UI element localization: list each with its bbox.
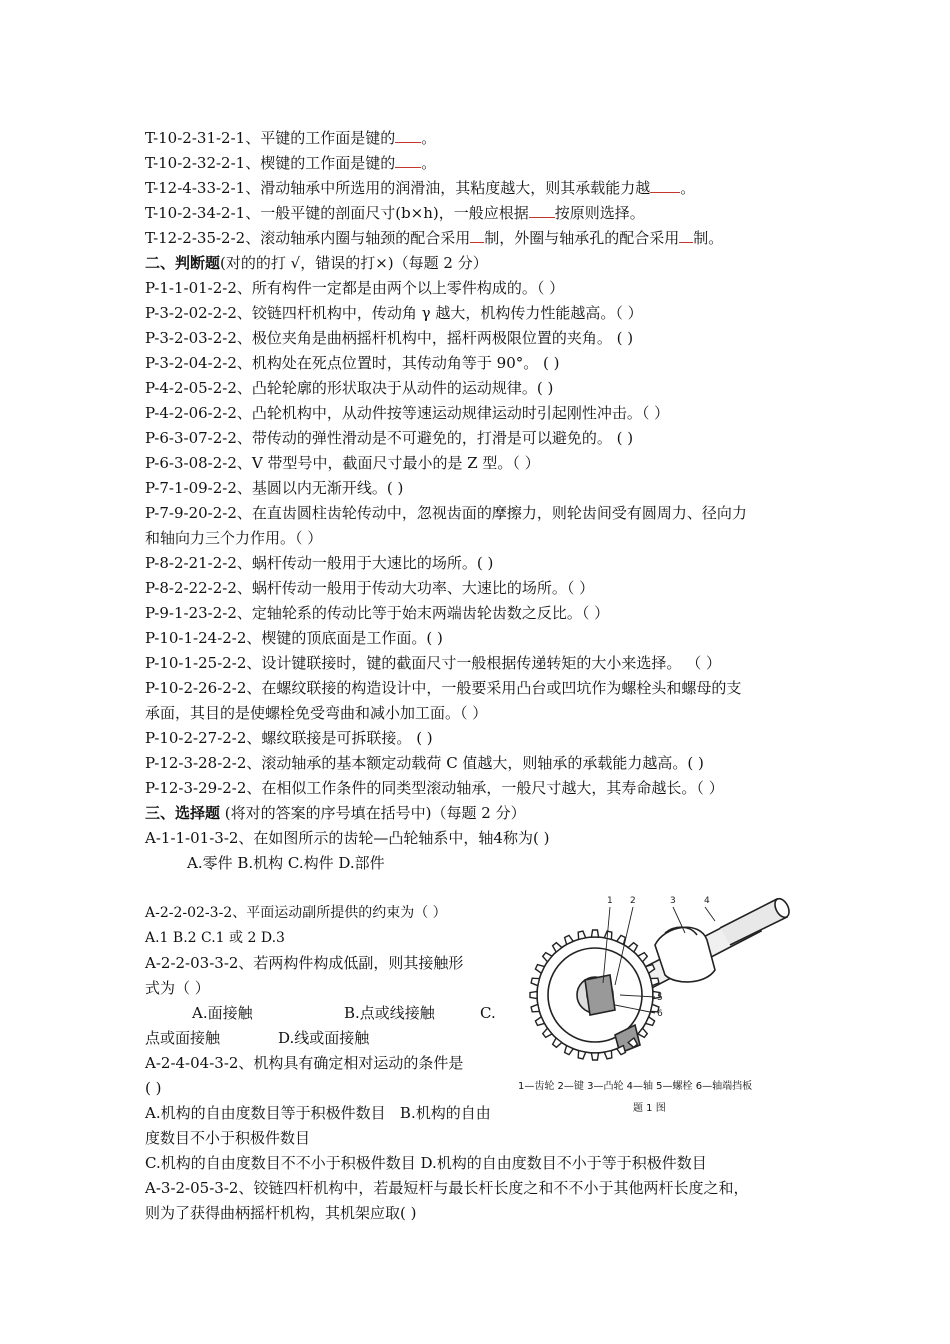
gear-tooth <box>531 978 539 986</box>
judge-item: P-4-2-05-2-2、凸轮轮廓的形状取决于从动件的运动规律。( ) <box>145 379 554 397</box>
judge-item: P-8-2-21-2-2、蜗杆传动一般用于大速比的场所。( ) <box>145 554 494 572</box>
section-heading-choice <box>145 803 526 823</box>
gear-cam-shaft-figure <box>515 885 805 1115</box>
answer-blank[interactable] <box>529 203 555 218</box>
question-text: T-12-2-35-2-2、滚动轴承内圈与轴颈的配合采用 <box>145 229 471 247</box>
section-title: 三、选择题 <box>145 804 221 822</box>
fill-blank-33 <box>145 178 695 198</box>
choice-question-5-continued: 则为了获得曲柄摇杆机构，其机架应取( ) <box>145 1204 417 1222</box>
judge-item: P-10-1-25-2-2、设计键联接时，键的截面尺寸一般根据传递转矩的大小来选择。 （ ） <box>145 654 721 672</box>
choice-options-2: A.1 B.2 C.1 或 2 D.3 <box>145 930 285 946</box>
judge-item: P-3-2-04-2-2、机构处在死点位置时，其传动角等于 90°。 ( ) <box>145 354 560 372</box>
gear-tooth <box>591 1053 598 1060</box>
choice-question-3-continued: 式为（ ） <box>145 979 210 997</box>
gear-tooth <box>604 1051 612 1059</box>
judge-item-continued: 和轴向力三个力作用。（ ） <box>145 529 323 547</box>
question-text: T-10-2-31-2-1、平键的工作面是键的 <box>145 129 396 147</box>
figure-caption: 题 1 图 <box>633 1103 666 1114</box>
choice-option-3a: A.面接触 <box>192 1004 253 1022</box>
figure-label-5: 5 <box>657 993 663 1003</box>
figure-legend: 1—齿轮 2—键 3—凸轮 4—轴 5—螺栓 6—轴端挡板 <box>518 1081 753 1092</box>
judge-item: P-12-3-29-2-2、在相似工作条件的同类型滚动轴承，一般尺寸越大，其寿命越长。（ ） <box>145 779 724 797</box>
judge-item: P-9-1-23-2-2、定轴轮系的传动比等于始末两端齿轮齿数之反比。（ ） <box>145 604 610 622</box>
judge-item: P-8-2-22-2-2、蜗杆传动一般用于传动大功率、大速比的场所。（ ） <box>145 579 595 597</box>
judge-item: P-6-3-07-2-2、带传动的弹性滑动是不可避免的，打滑是可以避免的。 ( ) <box>145 429 634 447</box>
judge-item: P-10-2-27-2-2、螺纹联接是可拆联接。 ( ) <box>145 729 433 747</box>
choice-question-5: A-3-2-05-3-2、铰链四杆机构中，若最短杆与最长杆长度之和不不小于其他两杆长度之和， <box>145 1179 749 1197</box>
option-b: B.机构的自由 <box>399 1104 491 1122</box>
answer-blank[interactable] <box>395 128 421 143</box>
choice-option-3d: D.线或面接触 <box>278 1029 370 1047</box>
judge-item: P-12-3-28-2-2、滚动轴承的基本额定动载荷 C 值越大，则轴承的承载能力越高。( ) <box>145 754 704 772</box>
question-text: 。 <box>421 129 437 147</box>
gear-tooth <box>591 930 598 937</box>
choice-option-3c: C. <box>480 1004 496 1022</box>
question-text: 制。 <box>693 229 724 247</box>
question-text: T-12-4-33-2-1、滑动轴承中所选用的润滑油，其粘度越大，则其承载能力越 <box>145 179 651 197</box>
judge-item-continued: 承面，其目的是使螺栓免受弯曲和减小加工面。（ ） <box>145 704 488 722</box>
choice-options-1: A.零件 B.机构 C.构件 D.部件 <box>187 854 385 872</box>
answer-blank[interactable] <box>679 228 693 243</box>
choice-option-3c-continued: 点或面接触 <box>145 1029 221 1047</box>
figure-label-4: 4 <box>704 896 710 906</box>
judge-item: P-3-2-03-2-2、极位夹角是曲柄摇杆机构中，摇杆两极限位置的夹角。 ( ) <box>145 329 634 347</box>
choice-option-4b-continued: 度数目不小于积极件数目 <box>145 1129 311 1147</box>
choice-option-4a <box>145 1103 491 1123</box>
option-a: A.机构的自由度数目等于积极件数目 <box>145 1104 386 1122</box>
gear-tooth <box>530 991 537 998</box>
figure-label-1: 1 <box>607 896 613 906</box>
fill-blank-34 <box>145 203 645 223</box>
gear-tooth <box>578 1051 586 1059</box>
gear-tooth <box>578 931 586 939</box>
choice-question-2: A-2-2-02-3-2、平面运动副所提供的约束为（ ） <box>145 905 447 921</box>
question-text: 按原则选择。 <box>554 204 645 222</box>
section-note: (对的的打 √，错误的打×)（每题 2 分） <box>220 254 488 272</box>
gear-tooth <box>531 1004 539 1012</box>
choice-question-4: A-2-4-04-3-2、机构具有确定相对运动的条件是 <box>145 1054 464 1072</box>
question-text: 。 <box>680 179 696 197</box>
gear-shaft-drawing <box>515 885 805 1075</box>
section-heading-judge <box>145 253 488 273</box>
choice-question-3: A-2-2-03-3-2、若两构件构成低副，则其接触形 <box>145 954 464 972</box>
question-text: 制，外圈与轴承孔的配合采用 <box>484 229 680 247</box>
answer-blank[interactable] <box>470 228 484 243</box>
choice-question-4-continued: ( ) <box>145 1079 162 1097</box>
section-title: 二、判断题 <box>145 254 221 272</box>
figure-label-3: 3 <box>670 896 676 906</box>
figure-label-6: 6 <box>657 1009 663 1019</box>
figure-label-2: 2 <box>630 896 636 906</box>
judge-item: P-4-2-06-2-2、凸轮机构中，从动件按等速运动规律运动时引起刚性冲击。（ ） <box>145 404 670 422</box>
judge-item: P-3-2-02-2-2、铰链四杆机构中，传动角 γ 越大，机构传力性能越高。（ ） <box>145 304 643 322</box>
answer-blank[interactable] <box>650 178 680 193</box>
judge-item: P-10-2-26-2-2、在螺纹联接的构造设计中，一般要采用凸台或凹坑作为螺栓头和螺母的支 <box>145 679 742 697</box>
fill-blank-31 <box>145 128 436 148</box>
judge-item: P-7-9-20-2-2、在直齿圆柱齿轮传动中，忽视齿面的摩擦力，则轮齿间受有圆周力、径向力 <box>145 504 747 522</box>
section-note: (将对的答案的序号填在括号中)（每题 2 分） <box>224 804 526 822</box>
judge-item: P-7-1-09-2-2、基圆以内无渐开线。( ) <box>145 479 404 497</box>
question-text: T-10-2-32-2-1、楔键的工作面是键的 <box>145 154 396 172</box>
fill-blank-35 <box>145 228 723 248</box>
answer-blank[interactable] <box>395 153 421 168</box>
question-text: 。 <box>421 154 437 172</box>
fill-blank-32 <box>145 153 436 173</box>
question-text: T-10-2-34-2-1、一般平键的剖面尺寸(b×h)，一般应根据 <box>145 204 529 222</box>
choice-option-4cd: C.机构的自由度数目不不小于积极件数目 D.机构的自由度数目不小于等于积极件数目 <box>145 1154 707 1172</box>
judge-item: P-6-3-08-2-2、V 带型号中，截面尺寸最小的是 Z 型。（ ） <box>145 454 540 472</box>
judge-item: P-1-1-01-2-2、所有构件一定都是由两个以上零件构成的。（ ） <box>145 279 565 297</box>
choice-option-3b: B.点或线接触 <box>344 1004 435 1022</box>
judge-item: P-10-1-24-2-2、楔键的顶底面是工作面。( ) <box>145 629 443 647</box>
choice-question-1: A-1-1-01-3-2、在如图所示的齿轮—凸轮轴系中，轴4称为( ) <box>145 829 550 847</box>
